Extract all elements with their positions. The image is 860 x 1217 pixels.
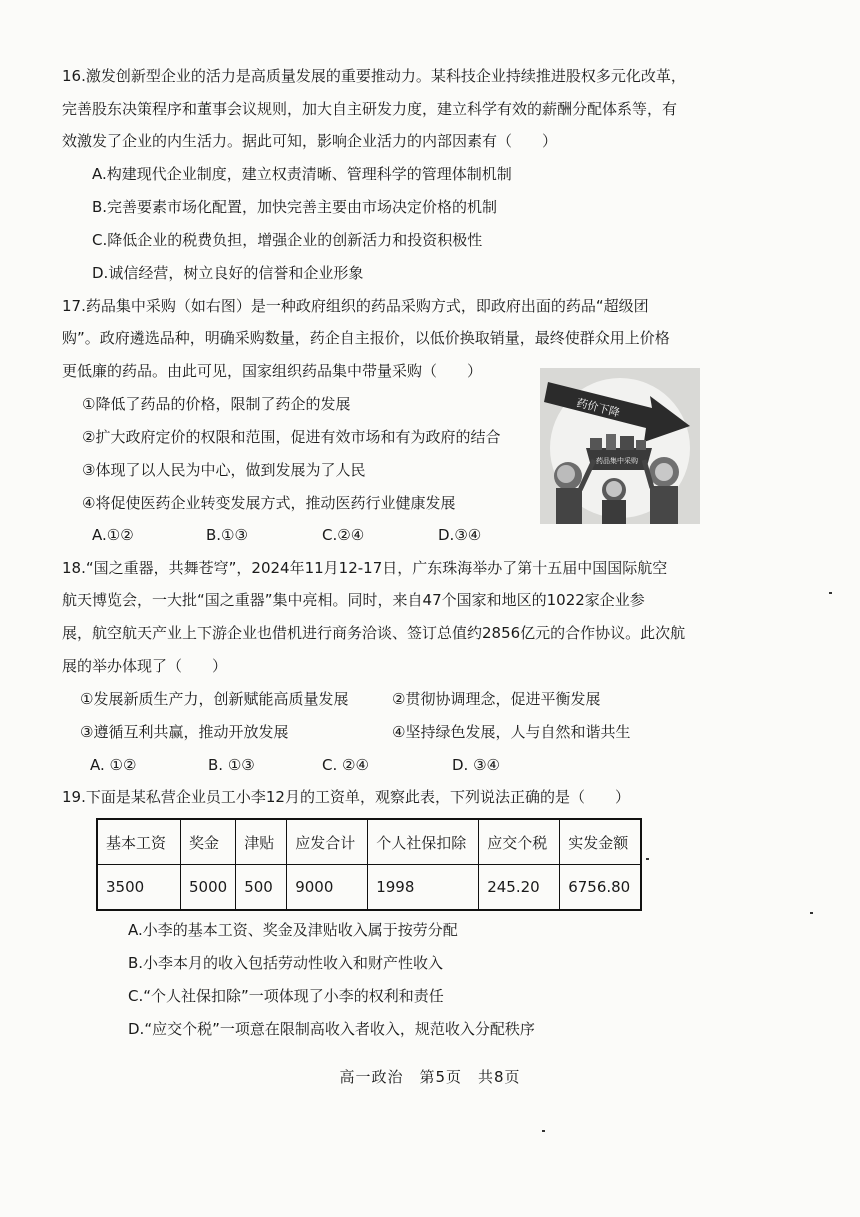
table-cell: 9000 [287, 865, 368, 911]
table-cell: 1998 [368, 865, 479, 911]
q19-option-c: C.“个人社保扣除”一项体现了小李的权利和责任 [128, 987, 444, 1005]
table-header-row [97, 819, 641, 865]
q18-item-4: ④坚持绿色发展，人与自然和谐共生 [392, 723, 631, 741]
q17-choice-c: C.②④ [322, 526, 365, 544]
q17-item-1: ①降低了药品的价格，限制了药企的发展 [82, 395, 351, 413]
scan-speck [542, 1130, 545, 1132]
wage-table [96, 818, 642, 911]
q17-item-4: ④将促使医药企业转变发展方式，推动医药行业健康发展 [82, 494, 456, 512]
table-cell: 6756.80 [560, 865, 642, 911]
q17-stem-line1: 17.药品集中采购（如右图）是一种政府组织的药品采购方式，即政府出面的药品“超级团 [62, 297, 649, 315]
table-header-cell: 个人社保扣除 [368, 819, 479, 865]
q18-choice-d: D. ③④ [452, 756, 500, 774]
page-footer: 高一政治 第5页 共8页 [339, 1068, 521, 1086]
table-cell: 3500 [97, 865, 181, 911]
q18-item-1: ①发展新质生产力，创新赋能高质量发展 [80, 690, 349, 708]
q19-option-b: B.小李本月的收入包括劳动性收入和财产性收入 [128, 954, 444, 972]
q16-option-a: A.构建现代企业制度，建立权责清晰、管理科学的管理体制机制 [92, 165, 512, 183]
q18-choice-c: C. ②④ [322, 756, 369, 774]
q17-item-3: ③体现了以人民为中心，做到发展为了人民 [82, 461, 366, 479]
q18-item-3: ③遵循互利共赢，推动开放发展 [80, 723, 289, 741]
q17-stem-line2: 购”。政府遴选品种，明确采购数量，药企自主报价，以低价换取销量，最终使群众用上价格 [62, 329, 670, 347]
table-cell: 245.20 [479, 865, 560, 911]
table-header-cell: 实发金额 [560, 819, 642, 865]
scan-speck [646, 858, 649, 860]
q18-stem-line3: 展，航空航天产业上下游企业也借机进行商务洽谈、签订总值约2856亿元的合作协议。此次航 [62, 624, 686, 642]
q17-item-2: ②扩大政府定价的权限和范围，促进有效市场和有为政府的结合 [82, 428, 501, 446]
scan-speck [829, 592, 832, 594]
cartoon-drug-price-icon [540, 368, 700, 524]
q18-choice-a: A. ①② [90, 756, 137, 774]
q18-stem-line2: 航天博览会，一大批“国之重器”集中亮相。同时，来自47个国家和地区的1022家企业参 [62, 591, 645, 609]
q19-option-d: D.“应交个税”一项意在限制高收入者收入，规范收入分配秩序 [128, 1020, 535, 1038]
table-header-cell: 奖金 [181, 819, 236, 865]
table-header-cell: 应发合计 [287, 819, 368, 865]
cartoon-arrow-text: 药价下降 [575, 396, 622, 420]
table-header-cell: 应交个税 [479, 819, 560, 865]
table-cell: 500 [236, 865, 287, 911]
q18-stem-line4: 展的举办体现了（ ） [62, 657, 228, 675]
q18-choice-b: B. ①③ [208, 756, 255, 774]
q16-option-c: C.降低企业的税费负担，增强企业的创新活力和投资积极性 [92, 231, 483, 249]
cartoon-basket-text: 药品集中采购 [596, 457, 638, 465]
q17-choice-d: D.③④ [438, 526, 482, 544]
q17-choice-b: B.①③ [206, 526, 248, 544]
q19-option-a: A.小李的基本工资、奖金及津贴收入属于按劳分配 [128, 921, 458, 939]
q16-stem-line2: 完善股东决策程序和董事会议规则，加大自主研发力度，建立科学有效的薪酬分配体系等，有 [62, 100, 678, 118]
q16-stem-line1: 16.激发创新型企业的活力是高质量发展的重要推动力。某科技企业持续推进股权多元化改革， [62, 67, 686, 85]
q16-stem-line3: 效激发了企业的内生活力。据此可知，影响企业活力的内部因素有（ ） [62, 132, 558, 150]
q17-stem-line3: 更低廉的药品。由此可见，国家组织药品集中带量采购（ ） [62, 362, 483, 380]
q18-item-2: ②贯彻协调理念，促进平衡发展 [392, 690, 601, 708]
table-cell: 5000 [181, 865, 236, 911]
scan-speck [810, 912, 813, 914]
q16-option-d: D.诚信经营，树立良好的信誉和企业形象 [92, 264, 364, 282]
table-header-cell: 津贴 [236, 819, 287, 865]
q16-option-b: B.完善要素市场化配置，加快完善主要由市场决定价格的机制 [92, 198, 498, 216]
q17-choice-a: A.①② [92, 526, 134, 544]
q19-stem-line1: 19.下面是某私营企业员工小李12月的工资单，观察此表，下列说法正确的是（ ） [62, 788, 630, 806]
q18-stem-line1: 18.“国之重器，共舞苍穹”，2024年11月12-17日，广东珠海举办了第十五届中国国际航空 [62, 559, 668, 577]
table-header-cell: 基本工资 [97, 819, 181, 865]
table-row [97, 865, 641, 911]
